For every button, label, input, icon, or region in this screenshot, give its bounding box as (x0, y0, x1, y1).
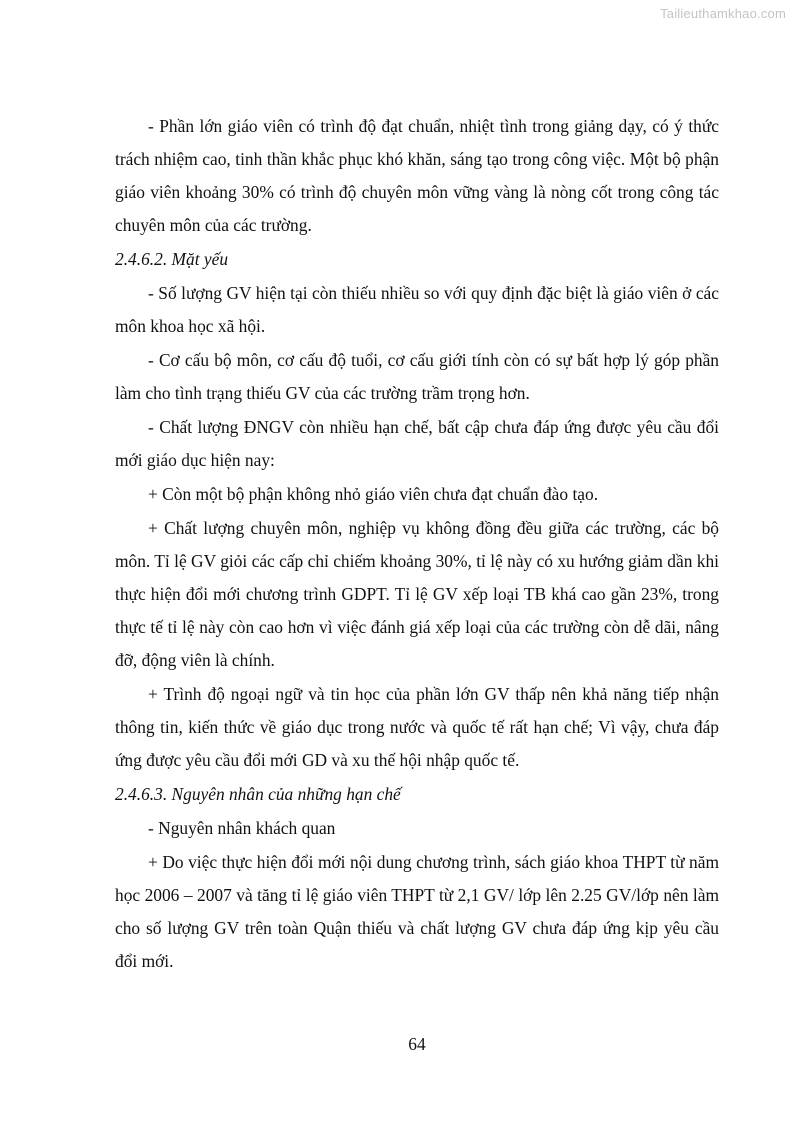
paragraph-structure-imbalance: - Cơ cấu bộ môn, cơ cấu độ tuổi, cơ cấu giới tính còn có sự bất hợp lý góp phần làm cho tình trạng thiếu GV của các trường trầm trọng hơn. (115, 350, 719, 403)
page-number: 64 (408, 1034, 426, 1054)
paragraph-unqualified-teachers: + Còn một bộ phận không nhỏ giáo viên chưa đạt chuẩn đào tạo. (148, 484, 599, 504)
paragraph-uneven-quality: + Chất lượng chuyên môn, nghiệp vụ không đồng đều giữa các trường, các bộ môn. Tỉ lệ GV giỏi các cấp chỉ chiếm khoảng 30%, tỉ lệ này có xu hướng giảm dần khi thực hiện đổi mới chương trình GDPT. Tỉ lệ GV xếp loại TB khá cao gần 23%, trong thực tế tỉ lệ này còn cao hơn vì việc đánh giá xếp loại của các trường còn dễ dãi, nâng đỡ, động viên là chính. (115, 518, 719, 670)
paragraph-objective-causes: - Nguyên nhân khách quan (148, 818, 336, 838)
watermark: Tailieuthamkhao.com (660, 6, 786, 21)
paragraph-language-it-skills: + Trình độ ngoại ngữ và tin học của phần lớn GV thấp nên khả năng tiếp nhận thông tin, kiến thức về giáo dục trong nước và quốc tế rất hạn chế; Vì vậy, chưa đáp ứng được yêu cầu đổi mới GD và xu thế hội nhập quốc tế. (115, 684, 719, 770)
page-content (115, 110, 719, 979)
paragraph-teacher-shortage: - Số lượng GV hiện tại còn thiếu nhiều so với quy định đặc biệt là giáo viên ở các môn khoa học xã hội. (115, 283, 719, 336)
paragraph-quality-limitations: - Chất lượng ĐNGV còn nhiều hạn chế, bất cập chưa đáp ứng được yêu cầu đổi mới giáo dục hiện nay: (115, 417, 719, 470)
paragraph-curriculum-reform: + Do việc thực hiện đổi mới nội dung chương trình, sách giáo khoa THPT từ năm học 2006 – 2007 và tăng tỉ lệ giáo viên THPT từ 2,1 GV/ lớp lên 2.25 GV/lớp nên làm cho số lượng GV trên toàn Quận thiếu và chất lượng GV chưa đáp ứng kịp yêu cầu đổi mới. (115, 852, 719, 971)
paragraph-strengths-teachers: - Phần lớn giáo viên có trình độ đạt chuẩn, nhiệt tình trong giảng dạy, có ý thức trách nhiệm cao, tinh thần khắc phục khó khăn, sáng tạo trong công việc. Một bộ phận giáo viên khoảng 30% có trình độ chuyên môn vững vàng là nòng cốt trong công tác chuyên môn của các trường. (115, 116, 719, 235)
section-heading-weaknesses: 2.4.6.2. Mặt yếu (115, 249, 229, 269)
section-heading-causes: 2.4.6.3. Nguyên nhân của những hạn chế (115, 784, 401, 804)
